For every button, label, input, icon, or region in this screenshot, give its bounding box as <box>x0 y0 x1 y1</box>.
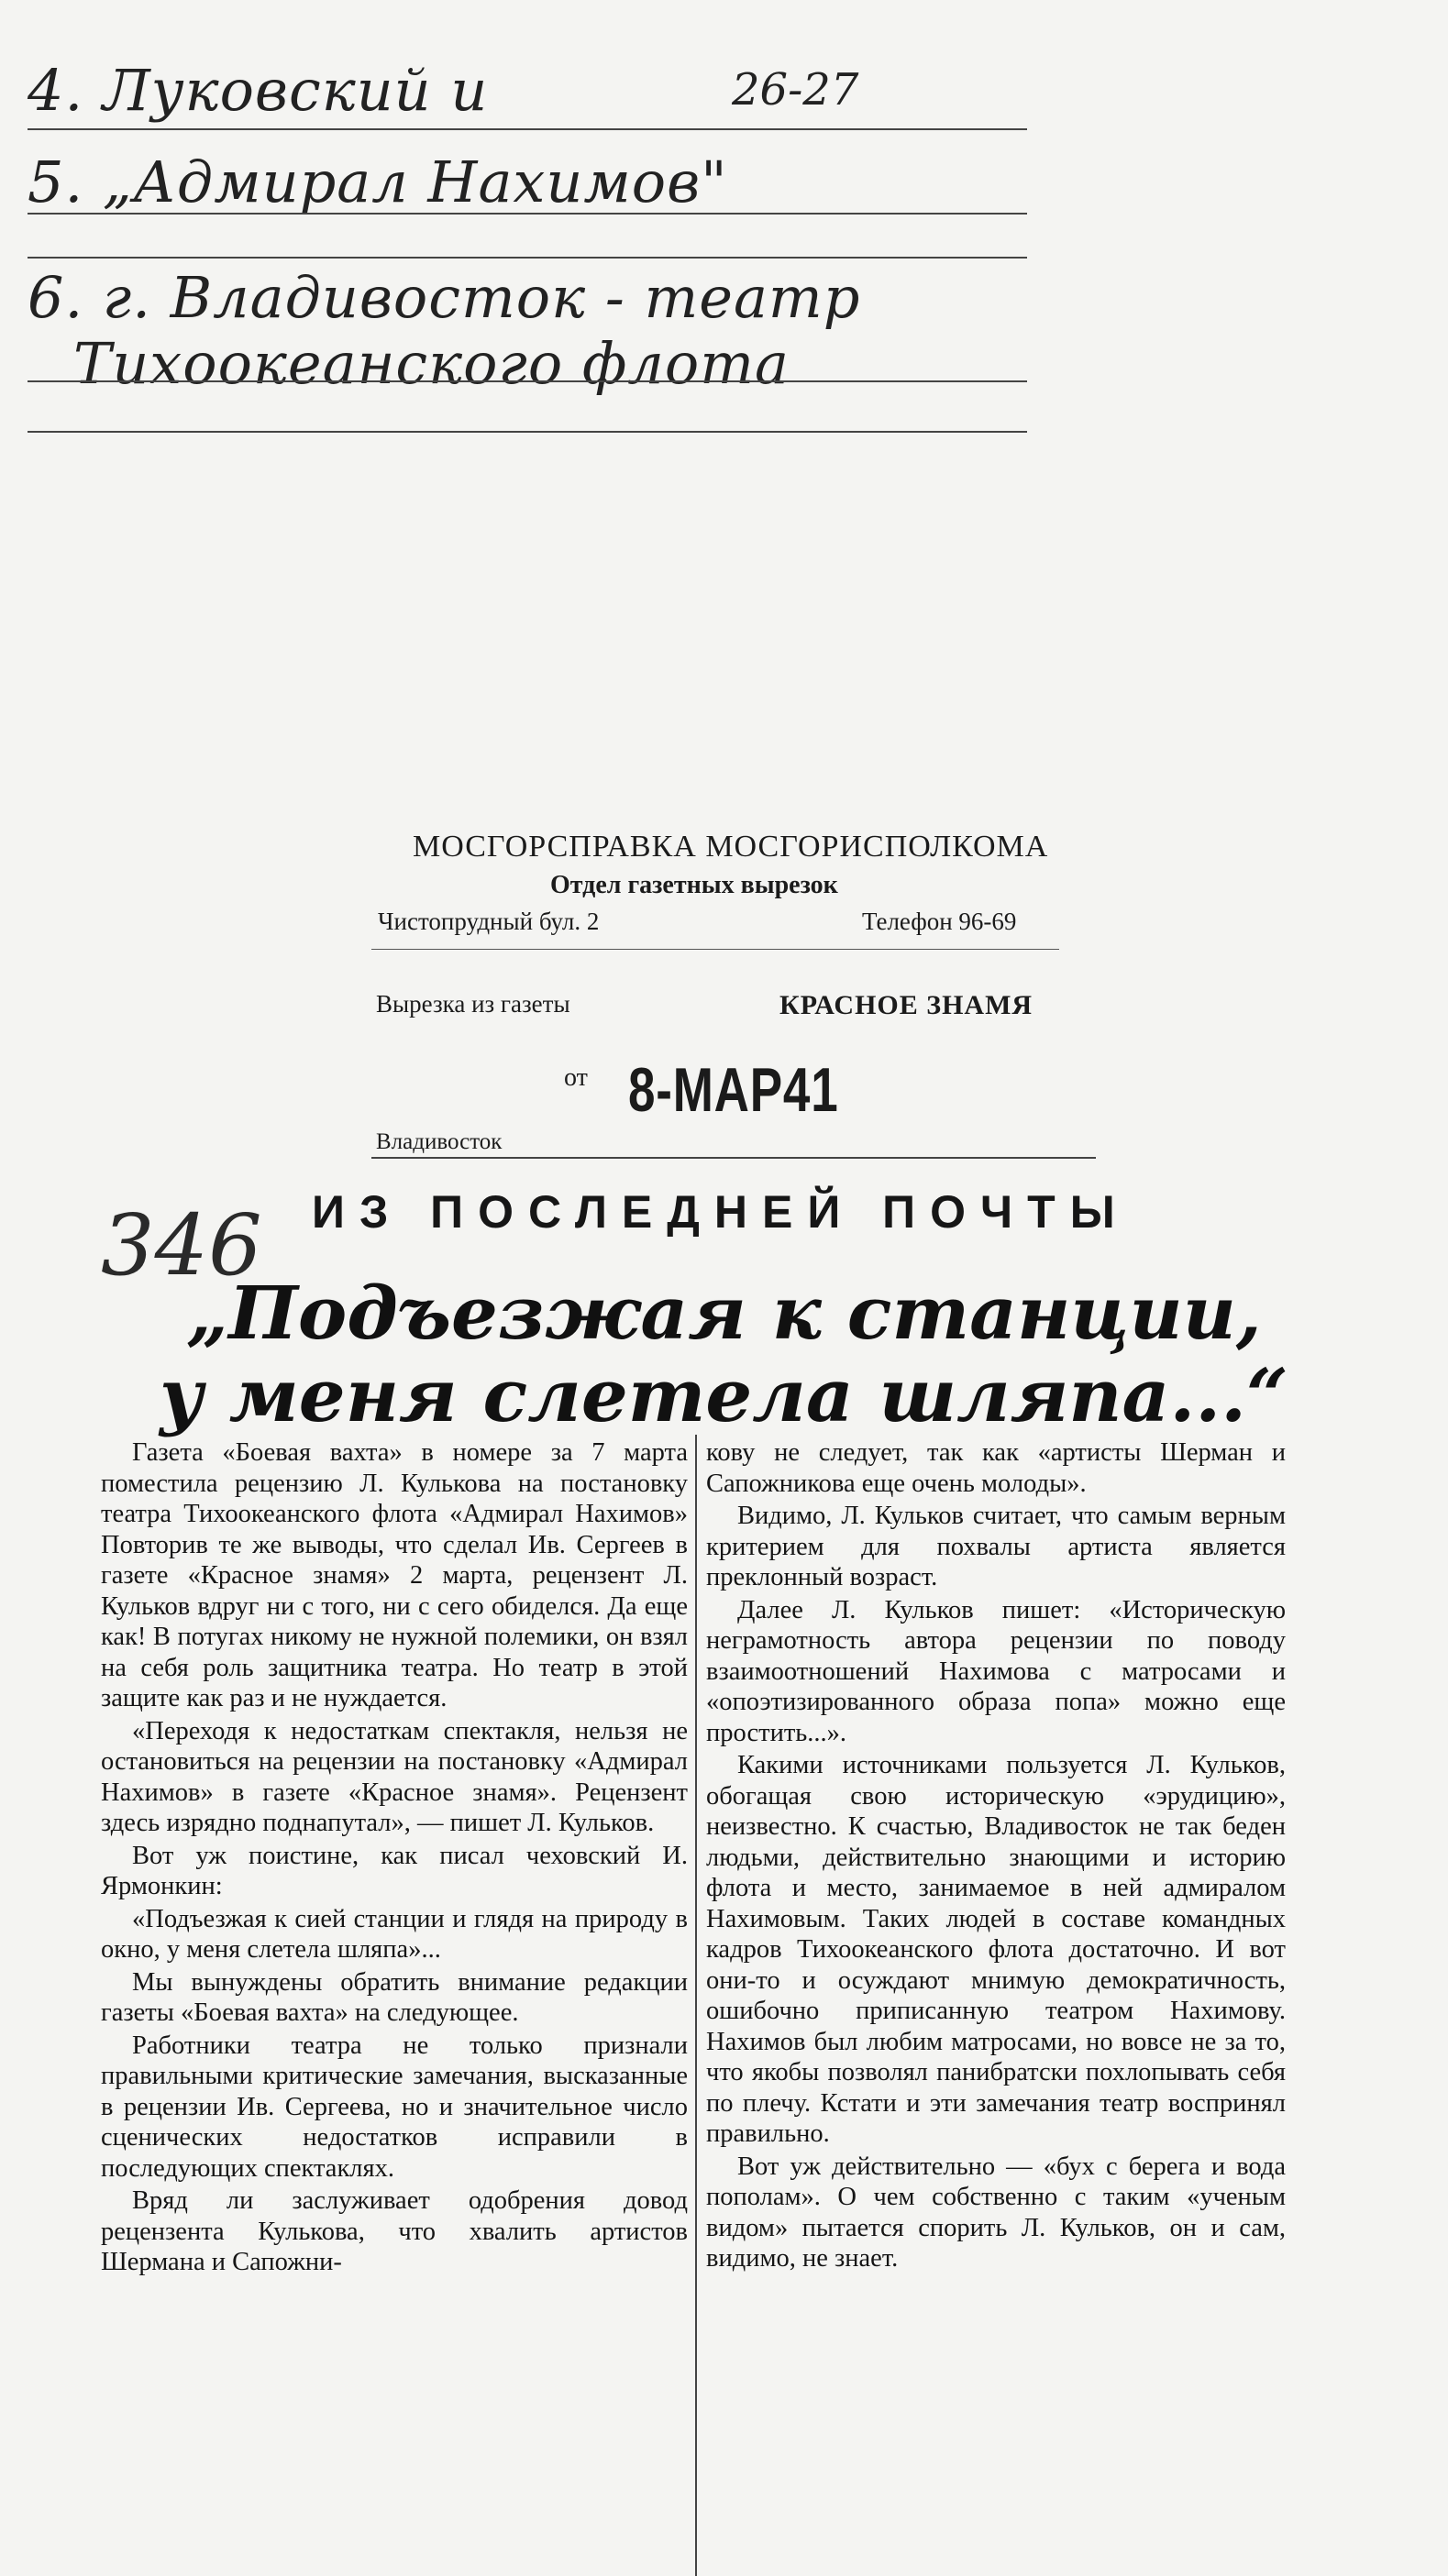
paragraph: Какими источниками пользуется Л. Кульков, обогащая свою историческую «эрудицию», неизвестно. К счастью, Владивосток не так беден людьми, действительно знающими и историю флота и место, занимаемое в ней адмиралом Нахимовым. Таких людей в составе командных кадров Тихоокеанского флота достаточно. И вот они-то и осуждают мнимую демократичность, ошибочно приписанную театром Нахимову. Нахимов был любим матросами, но вовсе не за то, что якобы позволял панибратски похлопывать себя по плечу. Кстати и эти замечания театр воспринял правильно. <box>706 1751 1286 2148</box>
paragraph: Вот уж действительно — «бух с берега и вода пополам». О чем собственно с таким «ученым видом» пытается спорить Л. Кульков, он и сам, видимо, не знает. <box>706 2152 1286 2273</box>
column-divider <box>695 1435 697 2576</box>
article-column-1 <box>101 1437 688 2280</box>
article-rubric: ИЗ ПОСЛЕДНЕЙ ПОЧТЫ <box>312 1186 1130 1238</box>
paragraph: Вот уж поистине, как писал чеховский И. Ярмонкин: <box>101 1841 688 1900</box>
stamp-from-label: от <box>564 1063 588 1092</box>
paragraph: Далее Л. Кульков пишет: «Историческую неграмотность автора рецензии по поводу взаимоотношений Нахимова с матросами и «опоэтизированного образа попа» можно еще простить...». <box>706 1595 1286 1747</box>
article-column-2 <box>706 1437 1286 2276</box>
handwritten-rule <box>28 431 1027 433</box>
stamp-city: Владивосток <box>376 1129 503 1154</box>
handwritten-line-4: Тихоокеанского флота <box>73 330 790 397</box>
archive-number: 346 <box>101 1196 262 1294</box>
handwritten-page-numbers: 26-27 <box>732 64 859 116</box>
stamp-phone: Телефон 96-69 <box>862 908 1017 935</box>
stamp-address: Чистопрудный бул. 2 <box>378 908 600 935</box>
stamp-cutting-label: Вырезка из газеты <box>376 990 570 1018</box>
handwritten-line-1: 4. Луковский и <box>28 57 489 124</box>
handwritten-rule <box>28 257 1027 259</box>
paragraph: Работники театра не только признали правильными критические замечания, высказанные в рецензии Ив. Сергеева, но и значительное число сценических недостатков исправили в последующих спектаклях. <box>101 2031 688 2183</box>
handwritten-rule <box>28 380 1027 382</box>
handwritten-rule <box>28 128 1027 130</box>
stamp-rule <box>371 949 1059 950</box>
handwritten-line-3: 6. г. Владивосток - театр <box>28 264 861 331</box>
paragraph: «Подъезжая к сией станции и глядя на природу в окно, у меня слетела шляпа»... <box>101 1904 688 1964</box>
paragraph: Вряд ли заслуживает одобрения довод рецензента Кулькова, что хвалить артистов Шермана и Сапожни- <box>101 2186 688 2276</box>
stamp-bottom-rule <box>371 1157 1096 1159</box>
stamp-date: 8-МАР41 <box>628 1055 839 1125</box>
stamp-department: Отдел газетных вырезок <box>550 871 838 899</box>
paragraph: Видимо, Л. Кульков считает, что самым верным критерием для похвалы артиста является преклонный возраст. <box>706 1502 1286 1591</box>
handwritten-line-2: 5. „Адмирал Нахимов" <box>28 149 728 215</box>
paragraph: Мы вынуждены обратить внимание редакции газеты «Боевая вахта» на следующее. <box>101 1967 688 2027</box>
paragraph: «Переходя к недостаткам спектакля, нельзя не остановиться на рецензии на постановку «Адмирал Нахимов» в газете «Красное знамя». Рецензент здесь изрядно поднапутал», — пишет Л. Кульков. <box>101 1716 688 1837</box>
handwritten-rule <box>28 213 1027 215</box>
article-headline-line-2: у меня слетела шляпа...“ <box>160 1352 1288 1438</box>
paragraph: кову не следует, так как «артисты Шерман и Сапожникова еще очень молоды». <box>706 1438 1286 1498</box>
stamp-newspaper-name: КРАСНОЕ ЗНАМЯ <box>779 990 1033 1020</box>
stamp-title: МОСГОРСПРАВКА МОСГОРИСПОЛКОМА <box>413 830 1049 864</box>
article-headline-line-1: „Подъезжая к станции, <box>186 1270 1262 1356</box>
paragraph: Газета «Боевая вахта» в номере за 7 марта поместила рецензию Л. Кулькова на постановку театра Тихоокеанского флота «Адмирал Нахимов» Повторив те же выводы, что сделал Ив. Сергеев в газете «Красное знамя» 2 марта, рецензент Л. Кульков вдруг ни с того, ни с сего обиделся. Да еще как! В потугах никому не нужной полемики, он взял на себя роль защитника театра. Но театр в этой защите как раз и не нуждается. <box>101 1438 688 1712</box>
